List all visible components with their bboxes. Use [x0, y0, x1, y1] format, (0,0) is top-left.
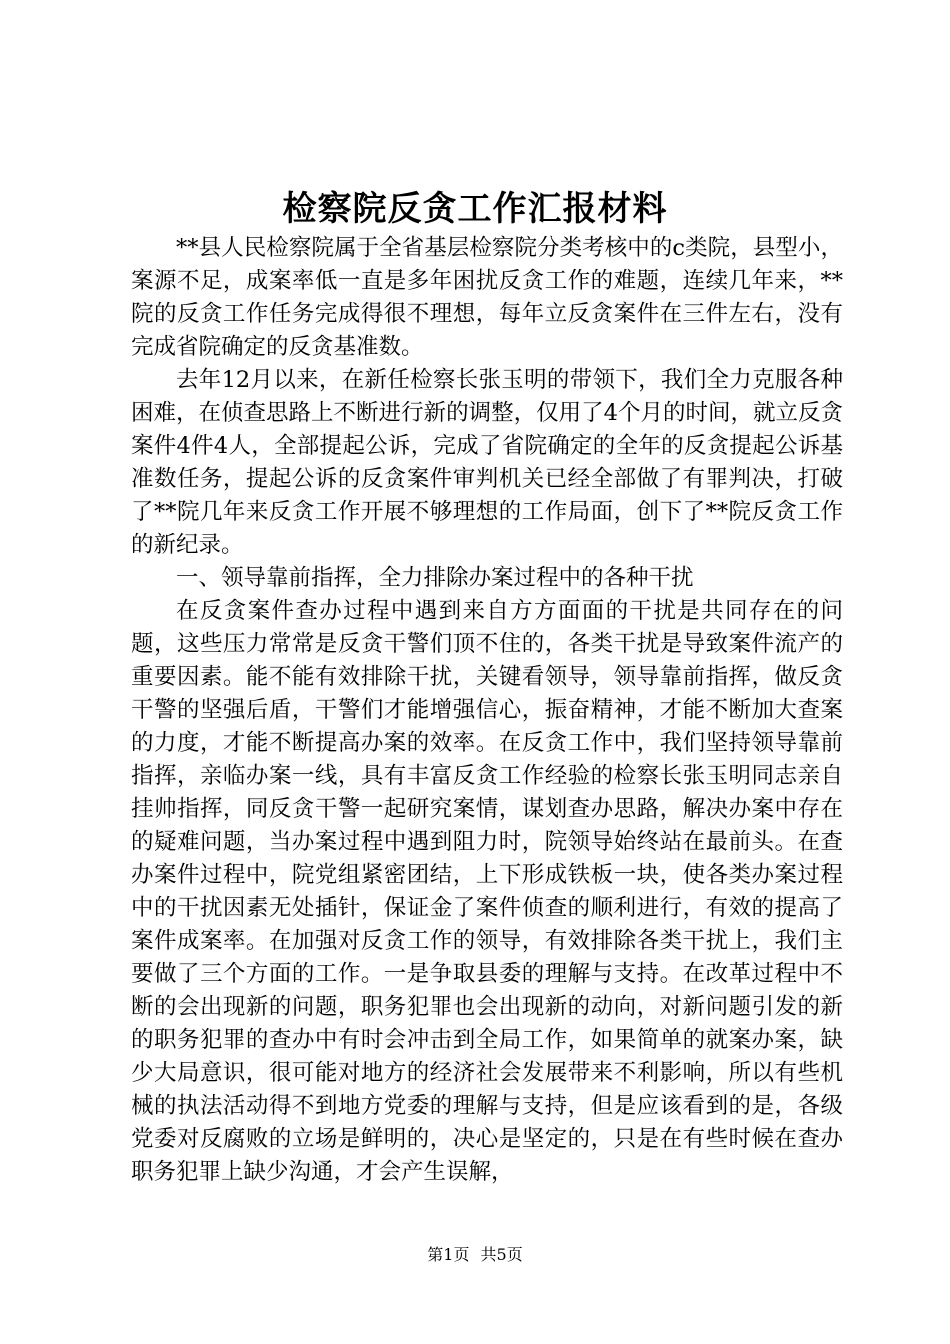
paragraph-section-1-body: 在反贪案件查办过程中遇到来自方方面面的干扰是共同存在的问题，这些压力常常是反贪干警们顶不住的，各类干扰是导致案件流产的重要因素。能不能有效排除干扰，关键看领导，领导靠前指挥，做反贪干警的坚强后盾，干警们才能增强信心，振奋精神，才能不断加大查案的力度，才能不断提高办案的效率。在反贪工作中，我们坚持领导靠前指挥，亲临办案一线，具有丰富反贪工作经验的检察长张玉明同志亲自挂帅指挥，同反贪干警一起研究案情，谋划查办思路，解决办案中存在的疑难问题，当办案过程中遇到阻力时，院领导始终站在最前头。在查办案件过程中，院党组紧密团结，上下形成铁板一块，使各类办案过程中的干扰因素无处插针，保证金了案件侦查的顺利进行，有效的提高了案件成案率。在加强对反贪工作的领导，有效排除各类干扰上，我们主要做了三个方面的工作。一是争取县委的理解与支持。在改革过程中不断的会出现新的问题，职务犯罪也会出现新的动向，对新问题引发的新的职务犯罪的查办中有时会冲击到全局工作，如果简单的就案办案，缺少大局意识，很可能对地方的经济社会发展带来不利影响，所以有些机械的执法活动得不到地方党委的理解与支持，但是应该看到的是，各级党委对反腐败的立场是鲜明的，决心是坚定的，只是在有些时候在查办职务犯罪上缺少沟通，才会产生误解，	[131, 598, 843, 1185]
document-body	[131, 232, 843, 1189]
section-heading-1: 一、领导靠前指挥，全力排除办案过程中的各种干扰	[176, 565, 694, 591]
page-number: 第1页	[427, 1245, 470, 1264]
page-total: 共5页	[480, 1245, 523, 1264]
paragraph-intro: **县人民检察院属于全省基层检察院分类考核中的c类院，县型小，案源不足，成案率低一直是多年困扰反贪工作的难题，连续几年来，**院的反贪工作任务完成得很不理想，每年立反贪案件在三件左右，没有完成省院确定的反贪基准数。	[131, 235, 843, 360]
page-footer	[0, 1244, 950, 1266]
paragraph-achievements: 去年12月以来，在新任检察长张玉明的带领下，我们全力克服各种困难，在侦查思路上不断进行新的调整，仅用了4个月的时间，就立反贪案件4件4人，全部提起公诉，完成了省院确定的全年的反贪提起公诉基准数任务，提起公诉的反贪案件审判机关已经全部做了有罪判决，打破了**院几年来反贪工作开展不够理想的工作局面，创下了**院反贪工作的新纪录。	[131, 367, 843, 558]
document-title: 检察院反贪工作汇报材料	[282, 189, 668, 229]
